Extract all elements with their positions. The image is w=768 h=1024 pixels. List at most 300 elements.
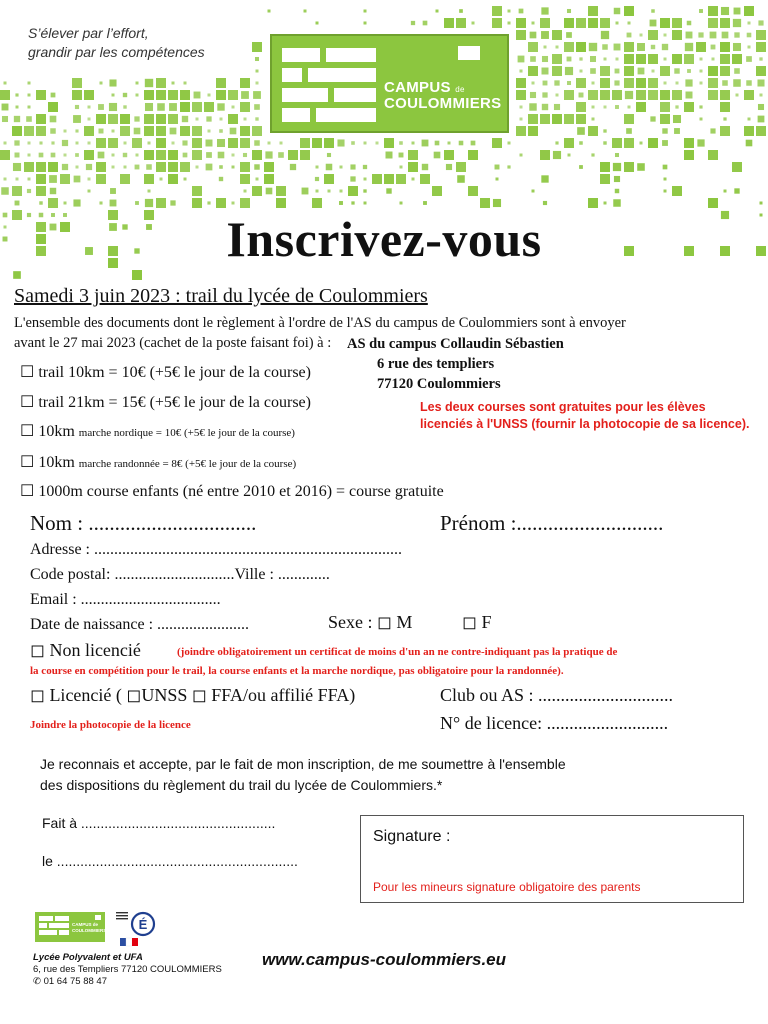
mosaic-square — [350, 164, 355, 169]
mosaic-square — [64, 202, 67, 205]
mosaic-square — [708, 18, 718, 28]
mosaic-square — [12, 186, 22, 196]
mosaic-square — [519, 69, 522, 72]
mosaic-square — [14, 140, 19, 145]
mosaic-square — [672, 186, 682, 196]
mosaic-square — [492, 18, 502, 28]
mosaic-square — [758, 20, 763, 25]
mosaic-square — [529, 103, 536, 110]
mosaic-square — [39, 153, 44, 158]
mosaic-square — [760, 202, 763, 205]
mosaic-square — [708, 150, 718, 160]
mosaic-square — [699, 9, 703, 13]
mosaic-square — [36, 174, 46, 184]
mosaic-square — [156, 126, 166, 136]
mosaic-square — [604, 58, 607, 61]
mosaic-square — [88, 118, 91, 121]
mosaic-square — [422, 164, 428, 170]
mosaic-square — [72, 90, 82, 100]
mosaic-square — [112, 154, 115, 157]
mosaic-square — [592, 82, 595, 85]
mosaic-square — [496, 178, 499, 181]
mosaic-square — [663, 165, 668, 170]
mosaic-square — [217, 139, 225, 147]
mosaic-square — [276, 186, 286, 196]
mosaic-square — [684, 54, 694, 64]
mosaic-square — [180, 162, 190, 172]
mosaic-square — [459, 141, 464, 146]
mosaic-square — [50, 128, 55, 133]
mosaic-square — [674, 128, 680, 134]
website-link[interactable]: www.campus-coulommiers.eu — [261, 950, 507, 969]
mosaic-square — [721, 7, 729, 15]
club-field[interactable]: Club ou AS : .............................. — [440, 685, 674, 705]
mosaic-square — [207, 201, 210, 204]
mosaic-square — [364, 10, 367, 13]
mosaic-square — [508, 22, 511, 25]
mosaic-square — [744, 90, 754, 100]
mosaic-square — [399, 153, 404, 158]
mosaic-square — [156, 90, 166, 100]
mosaic-square — [684, 138, 694, 148]
adresse-field[interactable]: Adresse : ............................................................................. — [30, 541, 402, 558]
signature-note: Pour les mineurs signature obligatoire des parents — [373, 880, 641, 894]
mosaic-square — [564, 90, 574, 100]
mosaic-square — [758, 104, 764, 110]
mosaic-square — [555, 141, 558, 144]
mosaic-square — [192, 126, 202, 136]
mosaic-square — [530, 56, 536, 62]
option-course-enfants[interactable]: ☐ 1000m course enfants (né entre 2010 et 2016) = course gratuite — [20, 483, 444, 500]
mosaic-square — [457, 175, 465, 183]
mosaic-square — [697, 139, 704, 146]
mosaic-square — [615, 105, 619, 109]
mosaic-square — [316, 166, 319, 169]
mosaic-square — [220, 118, 223, 121]
mosaic-square — [144, 174, 154, 184]
mosaic-square — [540, 18, 550, 28]
mosaic-square — [132, 138, 142, 148]
mosaic-square — [530, 32, 537, 39]
mosaic-square — [156, 162, 166, 172]
mosaic-square — [28, 94, 31, 97]
footer-campus-logo: CAMPUS de COULOMMIERS — [35, 912, 105, 942]
mosaic-square — [134, 128, 141, 135]
mosaic-square — [232, 154, 235, 157]
mosaic-square — [603, 141, 606, 144]
mosaic-square — [528, 114, 538, 124]
mosaic-square — [613, 199, 620, 206]
mosaic-square — [612, 138, 622, 148]
mosaic-square — [364, 202, 367, 205]
mosaic-square — [324, 174, 334, 184]
mosaic-square — [96, 162, 106, 172]
mosaic-square — [15, 93, 18, 96]
mosaic-square — [145, 199, 153, 207]
mosaic-square — [240, 198, 250, 208]
mosaic-square — [36, 90, 46, 100]
mosaic-square — [507, 165, 510, 168]
mosaic-square — [516, 18, 526, 28]
non-licencie-checkbox[interactable]: ◻ Non licencié — [30, 640, 141, 660]
mosaic-square — [624, 54, 634, 64]
mosaic-square — [650, 20, 657, 27]
mosaic-square — [240, 126, 250, 136]
mosaic-square — [436, 10, 439, 13]
mosaic-square — [684, 102, 694, 112]
mosaic-square — [244, 190, 247, 193]
mosaic-square — [148, 190, 151, 193]
mosaic-square — [412, 178, 415, 181]
mosaic-square — [14, 116, 20, 122]
mosaic-square — [74, 176, 81, 183]
mosaic-square — [304, 10, 307, 13]
mosaic-square — [170, 128, 177, 135]
mosaic-square — [423, 21, 428, 26]
mosaic-square — [624, 6, 634, 16]
mosaic-square — [541, 31, 549, 39]
campus-logo — [270, 34, 509, 133]
mosaic-square — [542, 92, 547, 97]
intro-text: L'ensemble des documents dont le règlement à l'ordre de l'AS du campus de Coulommiers sont à envoyer avant le 27 mai 2023 (cachet de la poste faisant foi) à : — [14, 315, 626, 351]
mosaic-square — [206, 140, 213, 147]
mosaic-square — [720, 54, 730, 64]
date-naissance-field[interactable]: Date de naissance : ....................... — [30, 616, 250, 633]
mosaic-square — [216, 78, 226, 88]
licence-number-field[interactable]: N° de licence: ........................... — [440, 713, 669, 733]
mosaic-square — [664, 190, 667, 193]
fait-a-field[interactable]: Fait à .................................................. — [42, 815, 276, 831]
mosaic-square — [744, 126, 754, 136]
mosaic-square — [192, 186, 202, 196]
mosaic-square — [720, 42, 730, 52]
mosaic-square — [408, 162, 418, 172]
mosaic-square — [219, 129, 223, 133]
mosaic-square — [100, 82, 103, 85]
mosaic-square — [169, 103, 177, 111]
mosaic-square — [182, 140, 187, 145]
mosaic-square — [648, 78, 658, 88]
mosaic-square — [672, 30, 682, 40]
mosaic-square — [144, 90, 154, 100]
mosaic-square — [182, 116, 188, 122]
ministry-logo-icon — [116, 910, 156, 948]
declaration-text: Je reconnais et accepte, par le fait de mon inscription, de me soumettre à l'ensemble des dispositions du règlement du trail du lycée de Coulommiers.* — [40, 756, 566, 793]
mosaic-square — [736, 94, 739, 97]
signature-box[interactable] — [360, 815, 744, 903]
mosaic-square — [348, 186, 358, 196]
mosaic-square — [732, 162, 742, 172]
mosaic-square — [744, 6, 754, 16]
mosaic-square — [636, 90, 646, 100]
option-marche-nordique[interactable]: ☐ 10km marche nordique = 10€ (+5€ le jour de la course) — [20, 423, 295, 440]
mosaic-square — [13, 271, 21, 279]
mosaic-square — [36, 162, 46, 172]
mosaic-square — [240, 162, 250, 172]
mosaic-square — [662, 128, 667, 133]
mosaic-square — [156, 138, 166, 148]
mosaic-square — [576, 42, 586, 52]
mosaic-square — [420, 174, 430, 184]
mosaic-square — [733, 19, 741, 27]
mosaic-square — [516, 30, 526, 40]
mosaic-square — [576, 102, 586, 112]
mosaic-square — [508, 10, 511, 13]
mosaic-square — [400, 166, 403, 169]
mosaic-square — [2, 116, 8, 122]
mosaic-square — [532, 82, 535, 85]
mosaic-square — [625, 91, 633, 99]
sexe-f-checkbox[interactable]: ◻ F — [462, 612, 492, 632]
mosaic-square — [711, 45, 716, 50]
mosaic-square — [554, 80, 559, 85]
mosaic-square — [543, 81, 548, 86]
mosaic-square — [123, 105, 126, 108]
mosaic-square — [264, 174, 274, 184]
mosaic-square — [614, 176, 620, 182]
mosaic-square — [459, 9, 463, 13]
mosaic-square — [628, 106, 631, 109]
sexe-m-checkbox[interactable]: Sexe : ◻ M — [328, 612, 413, 632]
mosaic-square — [124, 166, 127, 169]
mosaic-square — [708, 90, 718, 100]
mosaic-square — [589, 43, 597, 51]
mosaic-square — [86, 164, 92, 170]
mosaic-square — [73, 199, 80, 206]
mosaic-square — [62, 164, 68, 170]
mosaic-square — [624, 114, 634, 124]
mosaic-square — [16, 178, 19, 181]
mosaic-square — [288, 150, 298, 160]
mosaic-square — [218, 152, 225, 159]
mosaic-square — [700, 82, 703, 85]
mosaic-square — [756, 42, 766, 52]
mosaic-square — [722, 80, 728, 86]
mosaic-square — [480, 198, 490, 208]
licencie-checkbox[interactable]: ◻ Licencié ( ◻UNSS ◻ FFA/ou affilié FFA) — [30, 685, 356, 705]
mosaic-square — [108, 114, 118, 124]
mosaic-square — [733, 79, 741, 87]
nom-field[interactable]: Nom : ................................ — [30, 511, 257, 535]
free-entry-note: Les deux courses sont gratuites pour les élèves licenciés à l'UNSS (fournir la photocopie de sa licence). — [420, 400, 750, 431]
mosaic-square — [60, 174, 70, 184]
mosaic-square — [540, 114, 550, 124]
mosaic-square — [244, 118, 247, 121]
mosaic-square — [422, 140, 429, 147]
mosaic-square — [648, 138, 658, 148]
mosaic-square — [708, 78, 718, 88]
mosaic-square — [327, 153, 331, 157]
mosaic-square — [157, 103, 165, 111]
mosaic-square — [435, 141, 440, 146]
mosaic-square — [136, 154, 139, 157]
option-trail-10km[interactable]: ☐ trail 10km = 10€ (+5€ le jour de la course) — [20, 364, 311, 381]
mosaic-square — [148, 142, 151, 145]
mosaic-square — [710, 32, 717, 39]
mosaic-square — [720, 102, 730, 112]
mosaic-square — [184, 82, 187, 85]
mosaic-square — [328, 190, 331, 193]
mosaic-square — [337, 139, 344, 146]
mosaic-square — [651, 9, 654, 12]
mosaic-square — [50, 188, 56, 194]
mosaic-square — [136, 82, 139, 85]
option-trail-21km[interactable]: ☐ trail 21km = 15€ (+5€ le jour de la course) — [20, 394, 311, 411]
mosaic-square — [456, 162, 466, 172]
mosaic-square — [64, 154, 67, 157]
mosaic-square — [756, 30, 766, 40]
mosaic-square — [579, 57, 582, 60]
mosaic-square — [626, 128, 632, 134]
mosaic-square — [15, 201, 20, 206]
mosaic-square — [156, 150, 166, 160]
mosaic-square — [36, 126, 46, 136]
mosaic-square — [616, 22, 619, 25]
mosaic-square — [518, 56, 525, 63]
mosaic-square — [432, 186, 442, 196]
mosaic-square — [240, 102, 250, 112]
mosaic-square — [662, 44, 668, 50]
mosaic-square — [434, 152, 441, 159]
mosaic-square — [240, 174, 250, 184]
mosaic-square — [624, 78, 634, 88]
mosaic-square — [72, 78, 82, 88]
mosaic-square — [616, 58, 619, 61]
mosaic-square — [493, 199, 501, 207]
mosaic-square — [638, 68, 645, 75]
mosaic-square — [748, 46, 751, 49]
mosaic-square — [448, 142, 451, 145]
mosaic-square — [746, 56, 752, 62]
mosaic-square — [590, 56, 596, 62]
mosaic-square — [472, 22, 475, 25]
mosaic-square — [516, 78, 526, 88]
mosaic-square — [600, 78, 610, 88]
mosaic-square — [28, 178, 31, 181]
mosaic-square — [254, 164, 259, 169]
mosaic-square — [542, 56, 548, 62]
mosaic-square — [315, 177, 319, 181]
mosaic-square — [36, 114, 46, 124]
mosaic-square — [219, 177, 223, 181]
mosaic-square — [192, 150, 202, 160]
mosaic-square — [615, 153, 619, 157]
mosaic-square — [13, 163, 21, 171]
option-marche-randonnee[interactable]: ☐ 10km marche randonnée = 8€ (+5€ le jour de la course) — [20, 454, 297, 471]
mosaic-square — [364, 142, 367, 145]
prenom-field[interactable]: Prénom :............................ — [440, 511, 664, 535]
mosaic-square — [16, 106, 19, 109]
mosaic-square — [444, 18, 454, 28]
mosaic-square — [576, 18, 586, 28]
mosaic-square — [256, 82, 259, 85]
mosaic-square — [613, 163, 621, 171]
mosaic-square — [206, 152, 212, 158]
mosaic-square — [232, 106, 235, 109]
mosaic-square — [495, 165, 500, 170]
mosaic-square — [672, 54, 682, 64]
mosaic-square — [588, 6, 598, 16]
mosaic-square — [579, 93, 584, 98]
mosaic-square — [27, 189, 31, 193]
mosaic-square — [351, 141, 355, 145]
mosaic-square — [228, 138, 238, 148]
mosaic-square — [192, 102, 202, 112]
mosaic-square — [685, 79, 692, 86]
mosaic-square — [28, 106, 31, 109]
mosaic-square — [636, 78, 646, 88]
mosaic-square — [540, 150, 550, 160]
mosaic-square — [603, 129, 606, 132]
mosaic-square — [660, 66, 670, 76]
mosaic-square — [544, 46, 547, 49]
mosaic-square — [685, 43, 693, 51]
mosaic-square — [168, 162, 178, 172]
mosaic-square — [232, 166, 235, 169]
mosaic-square — [708, 66, 718, 76]
mosaic-square — [492, 6, 502, 16]
non-licencie-warning: (joindre obligatoirement un certificat de moins d'un an ne contre-indiquant pas la pratique de — [177, 646, 618, 658]
mosaic-square — [612, 90, 622, 100]
mosaic-square — [96, 138, 106, 148]
mosaic-square — [112, 94, 115, 97]
mosaic-square — [300, 150, 310, 160]
mosaic-square — [88, 178, 91, 181]
mosaic-square — [748, 22, 751, 25]
mosaic-square — [577, 127, 585, 135]
mosaic-square — [600, 66, 610, 76]
code-postal-ville-field[interactable]: Code postal: ..............................Ville : ............. — [30, 566, 330, 583]
mosaic-square — [588, 126, 598, 136]
mosaic-square — [552, 114, 562, 124]
mosaic-square — [624, 162, 634, 172]
date-le-field[interactable]: le .............................................................. — [42, 853, 298, 869]
mosaic-square — [710, 128, 715, 133]
mosaic-square — [96, 174, 106, 184]
mosaic-square — [386, 152, 393, 159]
mosaic-square — [660, 102, 670, 112]
mosaic-square — [652, 70, 655, 73]
mosaic-square — [648, 54, 658, 64]
mosaic-square — [194, 92, 201, 99]
mosaic-square — [604, 106, 607, 109]
mosaic-square — [112, 130, 115, 133]
mosaic-square — [216, 198, 226, 208]
mosaic-square — [276, 198, 286, 208]
svg-text:É: É — [138, 917, 148, 932]
mosaic-square — [84, 150, 94, 160]
mosaic-square — [758, 116, 765, 123]
mosaic-square — [49, 175, 57, 183]
mosaic-square — [206, 164, 213, 171]
mosaic-square — [552, 54, 562, 64]
mosaic-square — [172, 82, 175, 85]
mosaic-square — [208, 94, 211, 97]
mosaic-square — [687, 69, 691, 73]
mosaic-square — [51, 93, 56, 98]
mosaic-square — [316, 190, 319, 193]
email-field[interactable]: Email : ................................... — [30, 591, 221, 608]
mosaic-square — [747, 33, 752, 38]
mosaic-square — [516, 90, 526, 100]
mosaic-square — [146, 164, 152, 170]
mosaic-square — [364, 178, 367, 181]
mosaic-square — [39, 201, 42, 204]
mosaic-square — [48, 162, 58, 172]
mosaic-square — [12, 126, 22, 136]
mosaic-square — [145, 103, 153, 111]
mosaic-square — [372, 174, 382, 184]
